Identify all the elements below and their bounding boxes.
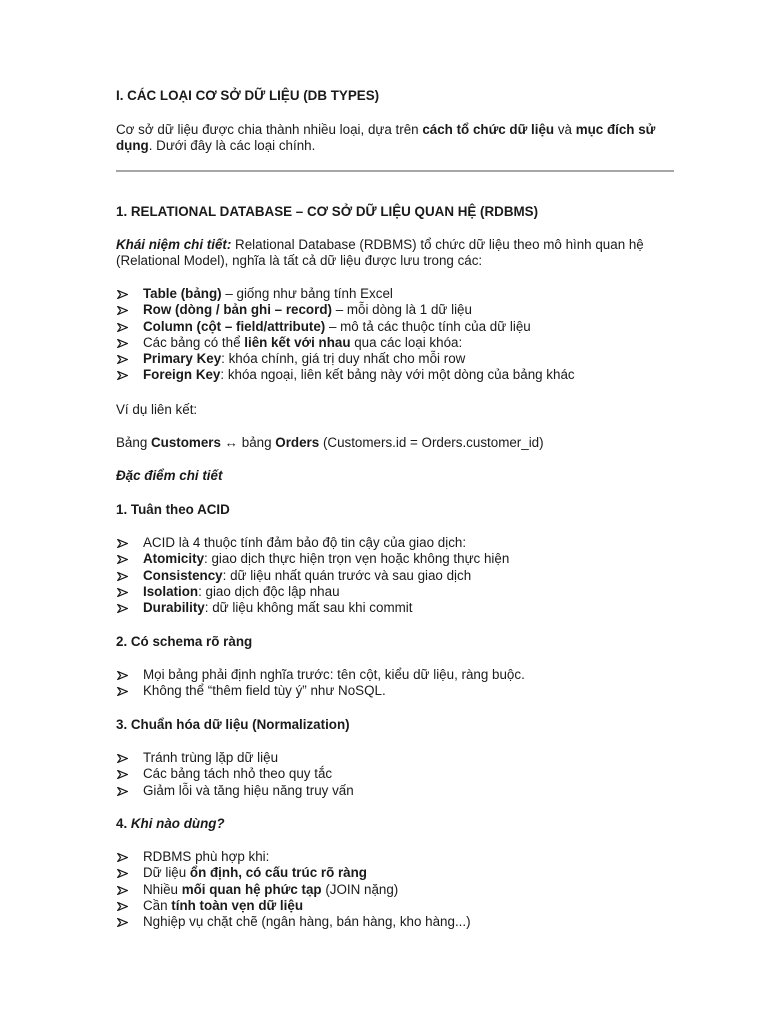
text-run: : dữ liệu không mất sau khi commit: [204, 600, 413, 616]
arrow-bullet-icon: [116, 319, 130, 335]
when-to-use-list: [116, 849, 676, 930]
text-run: Nghiệp vụ chặt chẽ (ngân hàng, bán hàng, kho hàng...): [143, 914, 471, 930]
text-run: Primary Key: [143, 351, 222, 367]
text-run: Khi nào dùng?: [130, 816, 225, 831]
schema-list: [116, 667, 676, 700]
text-run: – mô tả các thuộc tính của dữ liệu: [325, 318, 531, 334]
list-item: [116, 551, 676, 567]
text-run: Isolation: [143, 583, 199, 599]
arrow-bullet-icon: [116, 683, 130, 699]
horizontal-divider: [116, 170, 674, 172]
text-run: Cần: [143, 897, 172, 913]
text-run: (Customers.id = Orders.customer_id): [319, 435, 544, 450]
text-run: Consistency: [143, 567, 223, 583]
arrow-bullet-icon: [116, 865, 130, 881]
text-run: (JOIN nặng): [321, 881, 399, 897]
arrow-bullet-icon: [116, 367, 130, 383]
text-run: Tránh trùng lặp dữ liệu: [143, 750, 279, 765]
text-run: . Dưới đây là các loại chính.: [148, 138, 316, 153]
text-run: Các bảng tách nhỏ theo quy tắc: [143, 766, 333, 782]
text-run: Dữ liệu: [143, 865, 190, 881]
list-item: [116, 750, 676, 766]
text-run: liên kết với nhau: [244, 334, 351, 350]
text-run: : giao dịch độc lập nhau: [198, 583, 340, 599]
text-run: Relational Database (RDBMS) tổ chức dữ liệu theo mô hình quan hệ (Relational Model), nghĩa là tất cả dữ liệu được lưu trong các:: [116, 237, 644, 268]
arrow-bullet-icon: [116, 286, 130, 302]
text-run: Foreign Key: [143, 367, 221, 383]
text-run: Bảng: [116, 435, 151, 450]
arrow-bullet-icon: [116, 882, 130, 898]
text-run: – giống như bảng tính Excel: [221, 286, 393, 301]
arrow-bullet-icon: [116, 667, 130, 683]
arrow-bullet-icon: [116, 335, 130, 351]
arrow-bullet-icon: [116, 849, 130, 865]
text-run: Table (bảng): [143, 286, 222, 301]
normalization-title: 3. Chuẩn hóa dữ liệu (Normalization): [116, 717, 350, 732]
list-item: [116, 914, 676, 930]
text-run: Durability: [143, 600, 205, 616]
list-item: [116, 302, 676, 318]
example-line: [116, 435, 676, 451]
text-run: Các bảng có thể: [143, 334, 245, 350]
list-item: [116, 882, 676, 898]
list-item: [116, 683, 676, 699]
list-item: [116, 783, 676, 799]
normalization-list: [116, 750, 676, 799]
text-run: Atomicity: [143, 551, 205, 567]
text-run: Khái niệm chi tiết:: [116, 237, 232, 252]
details-title: Đặc điểm chi tiết: [116, 468, 223, 483]
text-run: Mọi bảng phải định nghĩa trước: tên cột, kiểu dữ liệu, ràng buộc.: [143, 667, 525, 682]
list-item: [116, 584, 676, 600]
text-run: qua các loại khóa:: [350, 334, 463, 350]
text-run: Cơ sở dữ liệu được chia thành nhiều loại, dựa trên: [116, 122, 423, 137]
arrow-bullet-icon: [116, 351, 130, 367]
acid-list: [116, 535, 676, 616]
text-run: 4.: [116, 816, 131, 831]
text-run: mối quan hệ phức tạp: [181, 881, 322, 897]
text-run: RDBMS phù hợp khi:: [143, 849, 270, 864]
text-run: Không thể “thêm field tùy ý” như NoSQL.: [143, 683, 386, 699]
list-item: [116, 351, 676, 367]
list-item: [116, 849, 676, 865]
arrow-bullet-icon: [116, 766, 130, 782]
text-run: Giảm lỗi và tăng hiệu năng truy vấn: [143, 782, 354, 798]
when-to-use-title: [116, 816, 676, 832]
arrow-bullet-icon: [116, 750, 130, 766]
list-item: [116, 367, 676, 383]
schema-title: 2. Có schema rõ ràng: [116, 634, 253, 649]
text-run: và: [554, 122, 576, 137]
arrow-bullet-icon: [116, 302, 130, 318]
arrow-bullet-icon: [116, 535, 130, 551]
rdbms-components-list: [116, 286, 676, 384]
acid-title: 1. Tuân theo ACID: [116, 502, 230, 517]
text-run: Row (dòng / bản ghi – record): [143, 302, 332, 318]
example-label: Ví dụ liên kết:: [116, 402, 198, 417]
list-item: [116, 766, 676, 782]
text-run: – mỗi dòng là 1 dữ liệu: [331, 302, 472, 318]
text-run: ổn định, có cấu trúc rõ ràng: [189, 865, 367, 881]
text-run: : khóa ngoại, liên kết bảng này với một dòng của bảng khác: [220, 367, 575, 383]
text-run: mục đích sử dụng: [116, 122, 656, 153]
text-run: Customers: [151, 435, 221, 450]
arrow-bullet-icon: [116, 584, 130, 600]
section-title: I. CÁC LOẠI CƠ SỞ DỮ LIỆU (DB TYPES): [116, 88, 380, 103]
list-item: [116, 667, 676, 683]
arrow-bullet-icon: [116, 783, 130, 799]
list-item: [116, 286, 676, 302]
arrow-bullet-icon: [116, 600, 130, 616]
list-item: [116, 319, 676, 335]
text-run: ACID là 4 thuộc tính đảm bảo độ tin cậy của giao dịch:: [143, 535, 467, 550]
text-run: tính toàn vẹn dữ liệu: [171, 897, 303, 913]
list-item: [116, 535, 676, 551]
list-item: [116, 335, 676, 351]
list-item: [116, 865, 676, 881]
arrow-bullet-icon: [116, 568, 130, 584]
rdbms-heading: 1. RELATIONAL DATABASE – CƠ SỞ DỮ LIỆU QUAN HỆ (RDBMS): [116, 204, 539, 219]
arrow-bullet-icon: [116, 551, 130, 567]
list-item: [116, 898, 676, 914]
rdbms-concept-paragraph: [116, 237, 672, 269]
text-run: cách tổ chức dữ liệu: [422, 122, 555, 137]
text-run: : giao dịch thực hiện trọn vẹn hoặc không thực hiện: [204, 551, 510, 567]
text-run: ↔ bảng: [220, 435, 276, 450]
arrow-bullet-icon: [116, 914, 130, 930]
text-run: Column (cột – field/attribute): [143, 318, 326, 334]
list-item: [116, 600, 676, 616]
text-run: : dữ liệu nhất quán trước và sau giao dịch: [222, 567, 472, 583]
text-run: Nhiều: [143, 881, 182, 897]
text-run: Orders: [275, 435, 320, 450]
text-run: : khóa chính, giá trị duy nhất cho mỗi row: [221, 351, 466, 367]
intro-paragraph: [116, 122, 672, 154]
arrow-bullet-icon: [116, 898, 130, 914]
list-item: [116, 568, 676, 584]
